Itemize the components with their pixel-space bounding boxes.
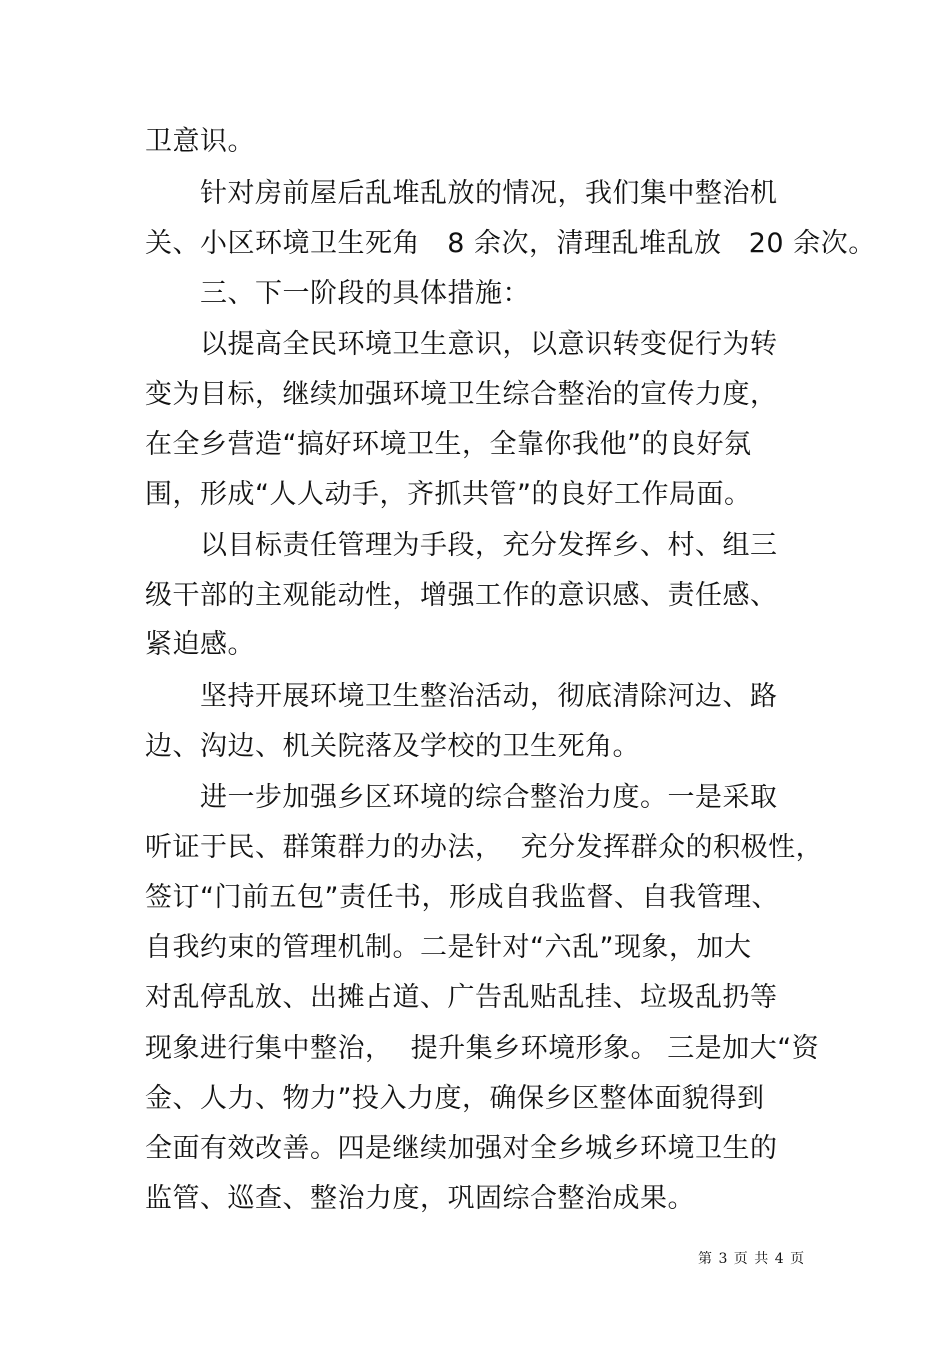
- paragraph-line: 围，形成“人人动手，齐抓共管”的良好工作局面。: [145, 479, 752, 510]
- page-number-footer: 第 3 页 共 4 页: [698, 1251, 806, 1267]
- paragraph-line: 听证于民、群策群力的办法， 充分发挥群众的积极性，: [145, 832, 824, 863]
- paragraph-line: 卫意识。: [145, 126, 255, 157]
- paragraph-line: 级干部的主观能动性，增强工作的意识感、责任感、: [145, 580, 778, 611]
- paragraph-line: 紧迫感。: [145, 629, 255, 660]
- paragraph-line: 对乱停乱放、出摊占道、广告乱贴乱挂、垃圾乱扔等: [145, 982, 778, 1013]
- paragraph-line: 签订“门前五包”责任书，形成自我监督、自我管理、: [145, 882, 779, 913]
- paragraph-line: 以目标责任管理为手段，充分发挥乡、村、组三: [200, 530, 778, 561]
- paragraph-line: 针对房前屋后乱堆乱放的情况，我们集中整治机: [200, 178, 778, 209]
- paragraph-line: 以提高全民环境卫生意识，以意识转变促行为转: [200, 329, 778, 360]
- paragraph-line: 全面有效改善。四是继续加强对全乡城乡环境卫生的: [145, 1133, 778, 1164]
- paragraph-line: 现象进行集中整治， 提升集乡环境形象。 三是加大“资: [145, 1033, 820, 1064]
- paragraph-line: 关、小区环境卫生死角 8 余次，清理乱堆乱放 20 余次。: [145, 228, 876, 259]
- paragraph-line: 边、沟边、机关院落及学校的卫生死角。: [145, 731, 640, 762]
- paragraph-line: 变为目标，继续加强环境卫生综合整治的宣传力度，: [145, 379, 778, 410]
- paragraph-line: 金、人力、物力”投入力度，确保乡区整体面貌得到: [145, 1083, 765, 1114]
- paragraph-line: 在全乡营造“搞好环境卫生，全靠你我他”的良好氛: [145, 429, 752, 460]
- paragraph-line: 自我约束的管理机制。二是针对“六乱”现象，加大: [145, 932, 752, 963]
- section-heading: 三、下一阶段的具体措施：: [200, 278, 530, 309]
- paragraph-line: 监管、巡查、整治力度，巩固综合整治成果。: [145, 1183, 695, 1214]
- paragraph-line: 坚持开展环境卫生整治活动，彻底清除河边、路: [200, 681, 778, 712]
- paragraph-line: 进一步加强乡区环境的综合整治力度。一是采取: [200, 782, 778, 813]
